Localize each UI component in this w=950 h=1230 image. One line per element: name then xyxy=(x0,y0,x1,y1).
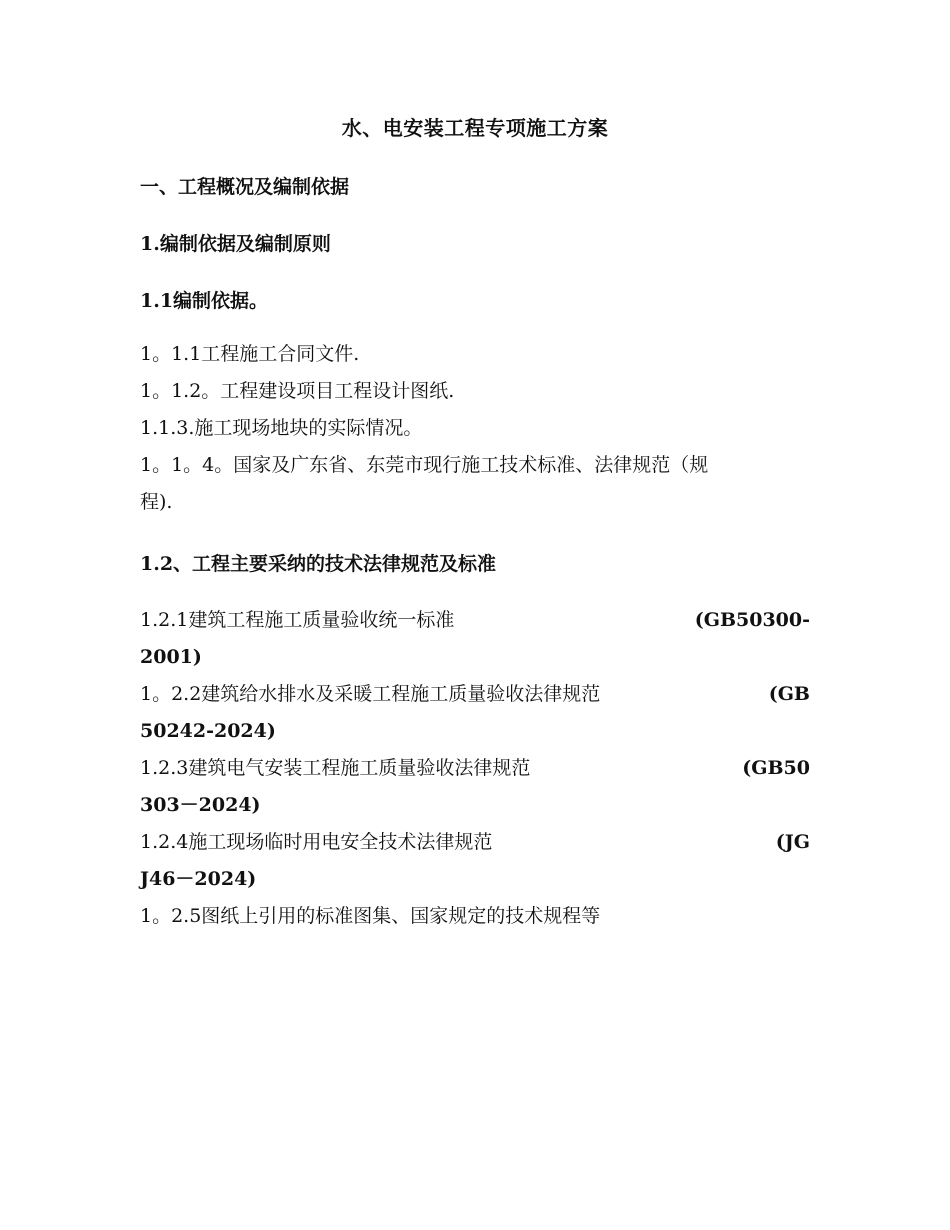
standard-code-continuation: 2001) xyxy=(140,646,202,668)
basis-item-continuation: 程). xyxy=(140,491,173,513)
basis-item: 1。1。4。国家及广东省、东莞市现行施工技术标准、法律规范（规 xyxy=(140,454,709,476)
section-heading-1-1-1: 1.1编制依据。 xyxy=(140,290,269,312)
standard-item xyxy=(140,750,810,787)
standard-code-continuation: 303－2024) xyxy=(140,794,261,816)
basis-item: 1.1.3.施工现场地块的实际情况。 xyxy=(140,417,423,439)
basis-item: 1。1.1工程施工合同文件. xyxy=(140,343,360,365)
standard-name: 1。2.2建筑给水排水及采暖工程施工质量验收法律规范 xyxy=(140,683,601,705)
standard-name: 1.2.4施工现场临时用电安全技术法律规范 xyxy=(140,831,493,853)
section-heading-1: 一、工程概况及编制依据 xyxy=(140,176,350,198)
standard-code-continuation: 50242-2024) xyxy=(140,720,276,742)
standard-item-last: 1。2.5图纸上引用的标准图集、国家规定的技术规程等 xyxy=(140,905,601,927)
standard-name: 1.2.1建筑工程施工质量验收统一标准 xyxy=(140,609,455,631)
standard-code-continuation: J46－2024) xyxy=(140,868,257,890)
standard-code: (GB50 xyxy=(742,757,810,779)
standard-item xyxy=(140,676,810,713)
standard-code: (JG xyxy=(775,831,810,853)
basis-list xyxy=(140,336,810,521)
standard-item xyxy=(140,602,810,639)
standard-item xyxy=(140,824,810,861)
document-title: 水、电安装工程专项施工方案 xyxy=(341,116,609,140)
standard-code: (GB50300- xyxy=(694,609,810,631)
standard-code: (GB xyxy=(768,683,810,705)
standards-list xyxy=(140,602,810,935)
section-heading-1-1: 1.编制依据及编制原则 xyxy=(140,233,331,255)
standard-name: 1.2.3建筑电气安装工程施工质量验收法律规范 xyxy=(140,757,531,779)
basis-item: 1。1.2。工程建设项目工程设计图纸. xyxy=(140,380,455,402)
section-heading-1-2: 1.2、工程主要采纳的技术法律规范及标准 xyxy=(140,553,497,575)
